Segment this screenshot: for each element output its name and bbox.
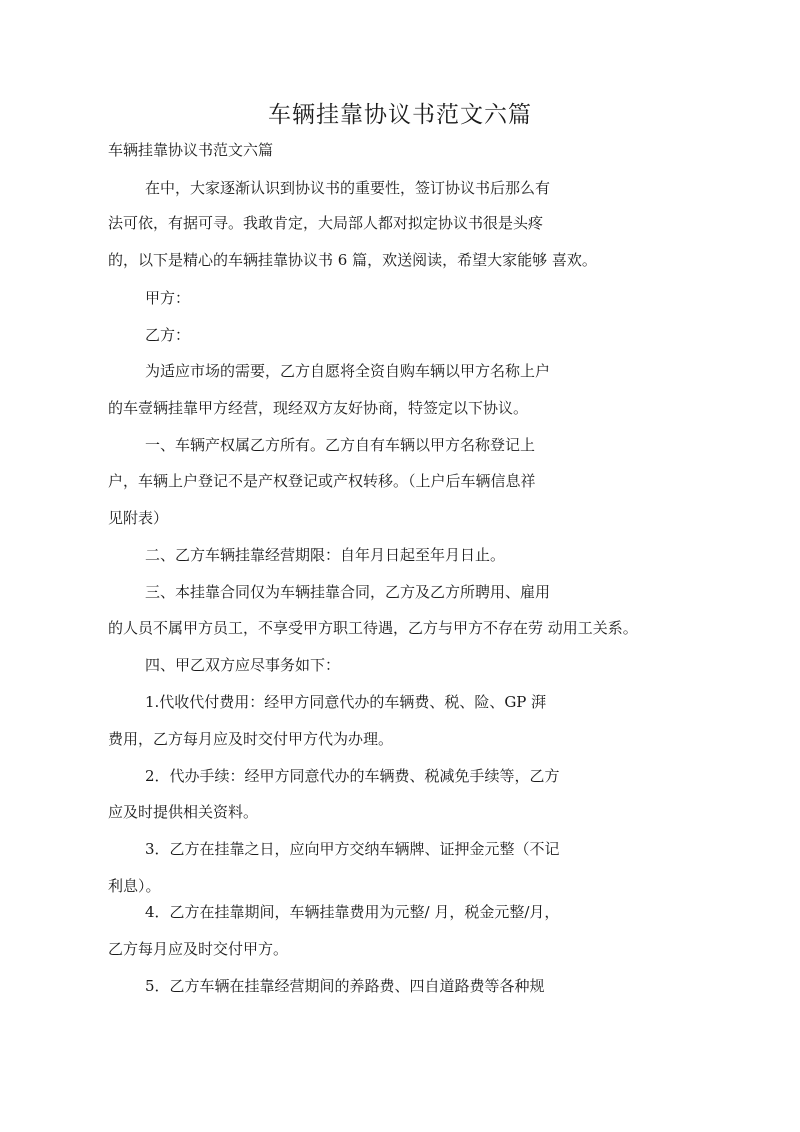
item-line: 2．代办手续：经甲方同意代办的车辆费、税减免手续等，乙方 — [145, 767, 560, 785]
paragraph-line: 在中，大家逐渐认识到协议书的重要性，签订协议书后那么有 — [145, 179, 551, 197]
clause-line: 二、乙方车辆挂靠经营期限：自年月日起至年月日止。 — [145, 546, 506, 564]
clause-line: 三、本挂靠合同仅为车辆挂靠合同，乙方及乙方所聘用、雇用 — [145, 583, 551, 601]
subtitle-line: 车辆挂靠协议书范文六篇 — [108, 141, 274, 159]
clause-line: 见附表） — [108, 509, 169, 527]
clause-line: 户，车辆上户登记不是产权登记或产权转移。（上户后车辆信息祥 — [108, 472, 536, 490]
paragraph-line: 法可依，有据可寻。我敢肯定，大局部人都对拟定协议书很是头疼 — [108, 214, 544, 232]
clause-line: 的人员不属甲方员工，不享受甲方职工待遇，乙方与甲方不存在劳 动用工关系。 — [108, 619, 638, 637]
item-line: 应及时提供相关资料。 — [108, 803, 259, 821]
item-line: 费用，乙方每月应及时交付甲方代为办理。 — [108, 730, 394, 748]
item-line: 3．乙方在挂靠之日，应向甲方交纳车辆牌、证押金元整（不记 — [145, 840, 560, 858]
clause-line: 一、车辆产权属乙方所有。乙方自有车辆以甲方名称登记上 — [145, 436, 536, 454]
paragraph-line: 的，以下是精心的车辆挂靠协议书 6 篇，欢送阅读，希望大家能够 喜欢。 — [108, 251, 597, 269]
item-line: 4．乙方在挂靠期间，车辆挂靠费用为元整/ 月，税金元整/月， — [145, 903, 560, 921]
item-line: 5．乙方车辆在挂靠经营期间的养路费、四自道路费等各种规 — [145, 977, 545, 995]
party-b-label: 乙方： — [145, 326, 191, 344]
paragraph-line: 的车壹辆挂靠甲方经营，现经双方友好协商，特签定以下协议。 — [108, 399, 529, 417]
clause-line: 四、甲乙双方应尽事务如下： — [145, 656, 341, 674]
party-a-label: 甲方： — [145, 289, 191, 307]
paragraph-line: 为适应市场的需要，乙方自愿将全资自购车辆以甲方名称上户 — [145, 362, 551, 380]
item-line: 乙方每月应及时交付甲方。 — [108, 940, 289, 958]
document-title: 车辆挂靠协议书范文六篇 — [268, 102, 532, 128]
item-line: 利息）。 — [108, 877, 161, 895]
item-line: 1.代收代付费用：经甲方同意代办的车辆费、税、险、GP 湃 — [145, 693, 547, 711]
